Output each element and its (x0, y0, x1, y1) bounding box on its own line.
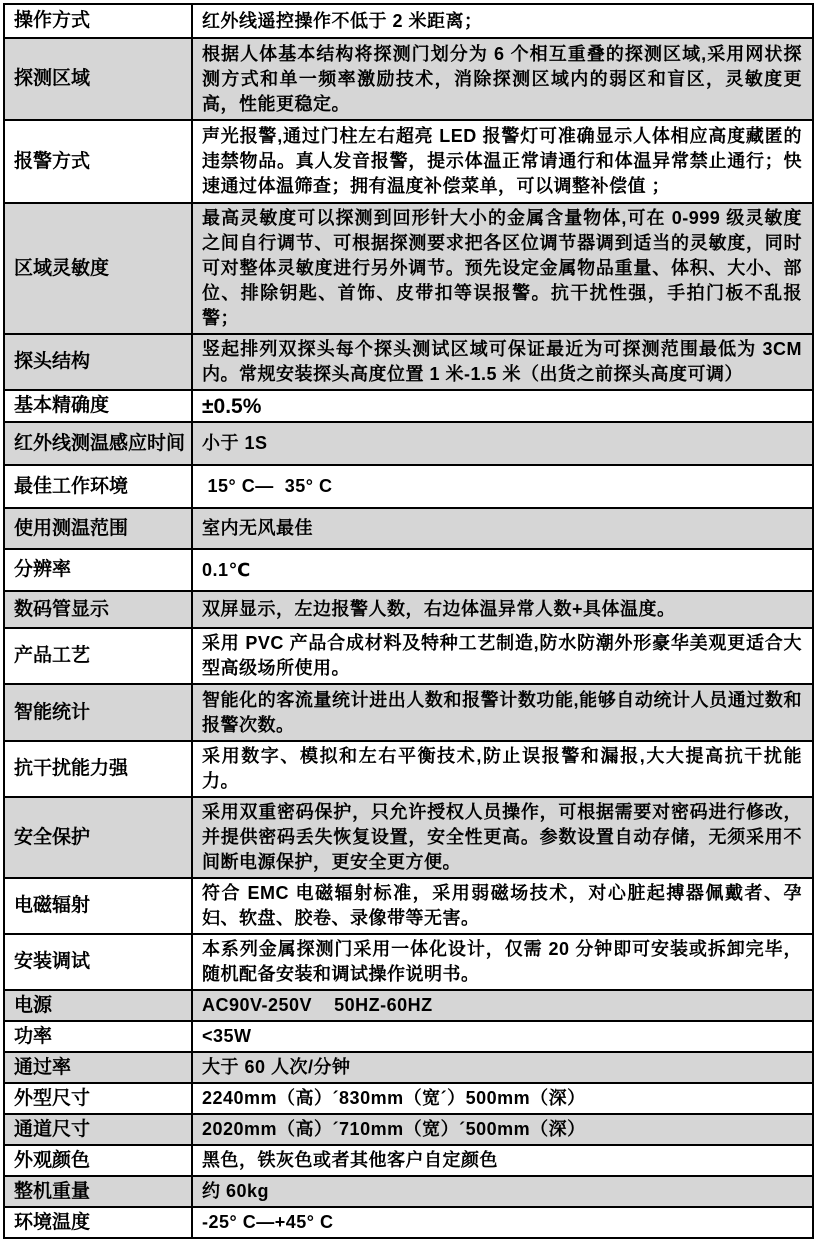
spec-label: 通过率 (4, 1052, 192, 1083)
table-row (4, 38, 813, 120)
spec-value: 2020mm（高）´710mm（宽）´500mm（深） (192, 1114, 813, 1145)
spec-value: 本系列金属探测门采用一体化设计，仅需 20 分钟即可安装或拆卸完毕，随机配备安装和调试操作说明书。 (192, 934, 813, 990)
spec-value: 竖起排列双探头每个探头测试区域可保证最近为可探测范围最低为 3CM 内。常规安装探头高度位置 1 米-1.5 米（出货之前探头高度可调） (192, 334, 813, 390)
table-row (4, 508, 813, 549)
spec-label: 最佳工作环境 (4, 465, 192, 508)
spec-label: 操作方式 (4, 4, 192, 38)
spec-value: 室内无风最佳 (192, 508, 813, 549)
spec-value: <35W (192, 1021, 813, 1052)
spec-label: 报警方式 (4, 120, 192, 203)
spec-value: AC90V-250V 50HZ-60HZ (192, 990, 813, 1021)
spec-value: 采用数字、模拟和左右平衡技术,防止误报警和漏报,大大提高抗干扰能力。 (192, 741, 813, 797)
table-row (4, 1052, 813, 1083)
spec-label: 基本精确度 (4, 390, 192, 422)
spec-label: 电源 (4, 990, 192, 1021)
table-row (4, 1083, 813, 1114)
spec-value: 红外线遥控操作不低于 2 米距离； (192, 4, 813, 38)
table-row (4, 878, 813, 934)
table-row (4, 1114, 813, 1145)
table-row (4, 120, 813, 203)
spec-label: 环境温度 (4, 1207, 192, 1238)
table-row (4, 422, 813, 465)
spec-value: 符合 EMC 电磁辐射标准，采用弱磁场技术，对心脏起搏器佩戴者、孕妇、软盘、胶卷、录像带等无害。 (192, 878, 813, 934)
spec-label: 整机重量 (4, 1176, 192, 1207)
spec-label: 功率 (4, 1021, 192, 1052)
spec-label: 抗干扰能力强 (4, 741, 192, 797)
table-row (4, 549, 813, 591)
spec-label: 探头结构 (4, 334, 192, 390)
table-row (4, 628, 813, 684)
spec-value: 根据人体基本结构将探测门划分为 6 个相互重叠的探测区域,采用网状探测方式和单一频率激励技术，消除探测区域内的弱区和盲区，灵敏度更高，性能更稳定。 (192, 38, 813, 120)
spec-value: 15° C— 35° C (192, 465, 813, 508)
spec-value: 采用 PVC 产品合成材料及特种工艺制造,防水防潮外形豪华美观更适合大型高级场所使用。 (192, 628, 813, 684)
spec-label: 外型尺寸 (4, 1083, 192, 1114)
spec-label: 探测区域 (4, 38, 192, 120)
spec-label: 使用测温范围 (4, 508, 192, 549)
spec-label: 通道尺寸 (4, 1114, 192, 1145)
spec-label: 数码管显示 (4, 591, 192, 628)
spec-value: 2240mm（高）´830mm（宽´）500mm（深） (192, 1083, 813, 1114)
spec-value: 小于 1S (192, 422, 813, 465)
table-row (4, 990, 813, 1021)
spec-label: 智能统计 (4, 684, 192, 741)
table-row (4, 1145, 813, 1176)
spec-label: 安装调试 (4, 934, 192, 990)
table-row (4, 797, 813, 878)
table-row (4, 741, 813, 797)
table-row (4, 934, 813, 990)
spec-value: -25° C—+45° C (192, 1207, 813, 1238)
spec-label: 安全保护 (4, 797, 192, 878)
spec-value: 双屏显示，左边报警人数，右边体温异常人数+具体温度。 (192, 591, 813, 628)
spec-value: 0.1℃ (192, 549, 813, 591)
spec-value: 智能化的客流量统计进出人数和报警计数功能,能够自动统计人员通过数和报警次数。 (192, 684, 813, 741)
table-row (4, 591, 813, 628)
spec-label: 电磁辐射 (4, 878, 192, 934)
spec-value: 最高灵敏度可以探测到回形针大小的金属含量物体,可在 0-999 级灵敏度之间自行调节、可根据探测要求把各区位调节器调到适当的灵敏度，同时可对整体灵敏度进行另外调节。预先设定金属物品重量、体积、大小、部位、排除钥匙、首饰、皮带扣等误报警。抗干扰性强，手拍门板不乱报警； (192, 203, 813, 334)
spec-value: 黑色，铁灰色或者其他客户自定颜色 (192, 1145, 813, 1176)
table-row (4, 390, 813, 422)
table-row (4, 465, 813, 508)
table-row (4, 1207, 813, 1238)
spec-value: 大于 60 人次/分钟 (192, 1052, 813, 1083)
spec-value: ±0.5% (192, 390, 813, 422)
table-row (4, 203, 813, 334)
table-row (4, 1176, 813, 1207)
spec-value: 声光报警,通过门柱左右超亮 LED 报警灯可准确显示人体相应高度藏匿的违禁物品。真人发音报警，提示体温正常请通行和体温异常禁止通行；快速通过体温筛查；拥有温度补偿菜单，可以调整补偿值 ； (192, 120, 813, 203)
table-row (4, 334, 813, 390)
spec-value: 采用双重密码保护，只允许授权人员操作，可根据需要对密码进行修改，并提供密码丢失恢复设置，安全性更高。参数设置自动存储，无须采用不间断电源保护，更安全更方便。 (192, 797, 813, 878)
spec-table-body (4, 4, 813, 1238)
spec-table (3, 3, 814, 1239)
spec-value: 约 60kg (192, 1176, 813, 1207)
spec-label: 分辨率 (4, 549, 192, 591)
spec-label: 外观颜色 (4, 1145, 192, 1176)
table-row (4, 4, 813, 38)
spec-label: 产品工艺 (4, 628, 192, 684)
spec-label: 红外线测温感应时间 (4, 422, 192, 465)
table-row (4, 684, 813, 741)
table-row (4, 1021, 813, 1052)
spec-label: 区域灵敏度 (4, 203, 192, 334)
